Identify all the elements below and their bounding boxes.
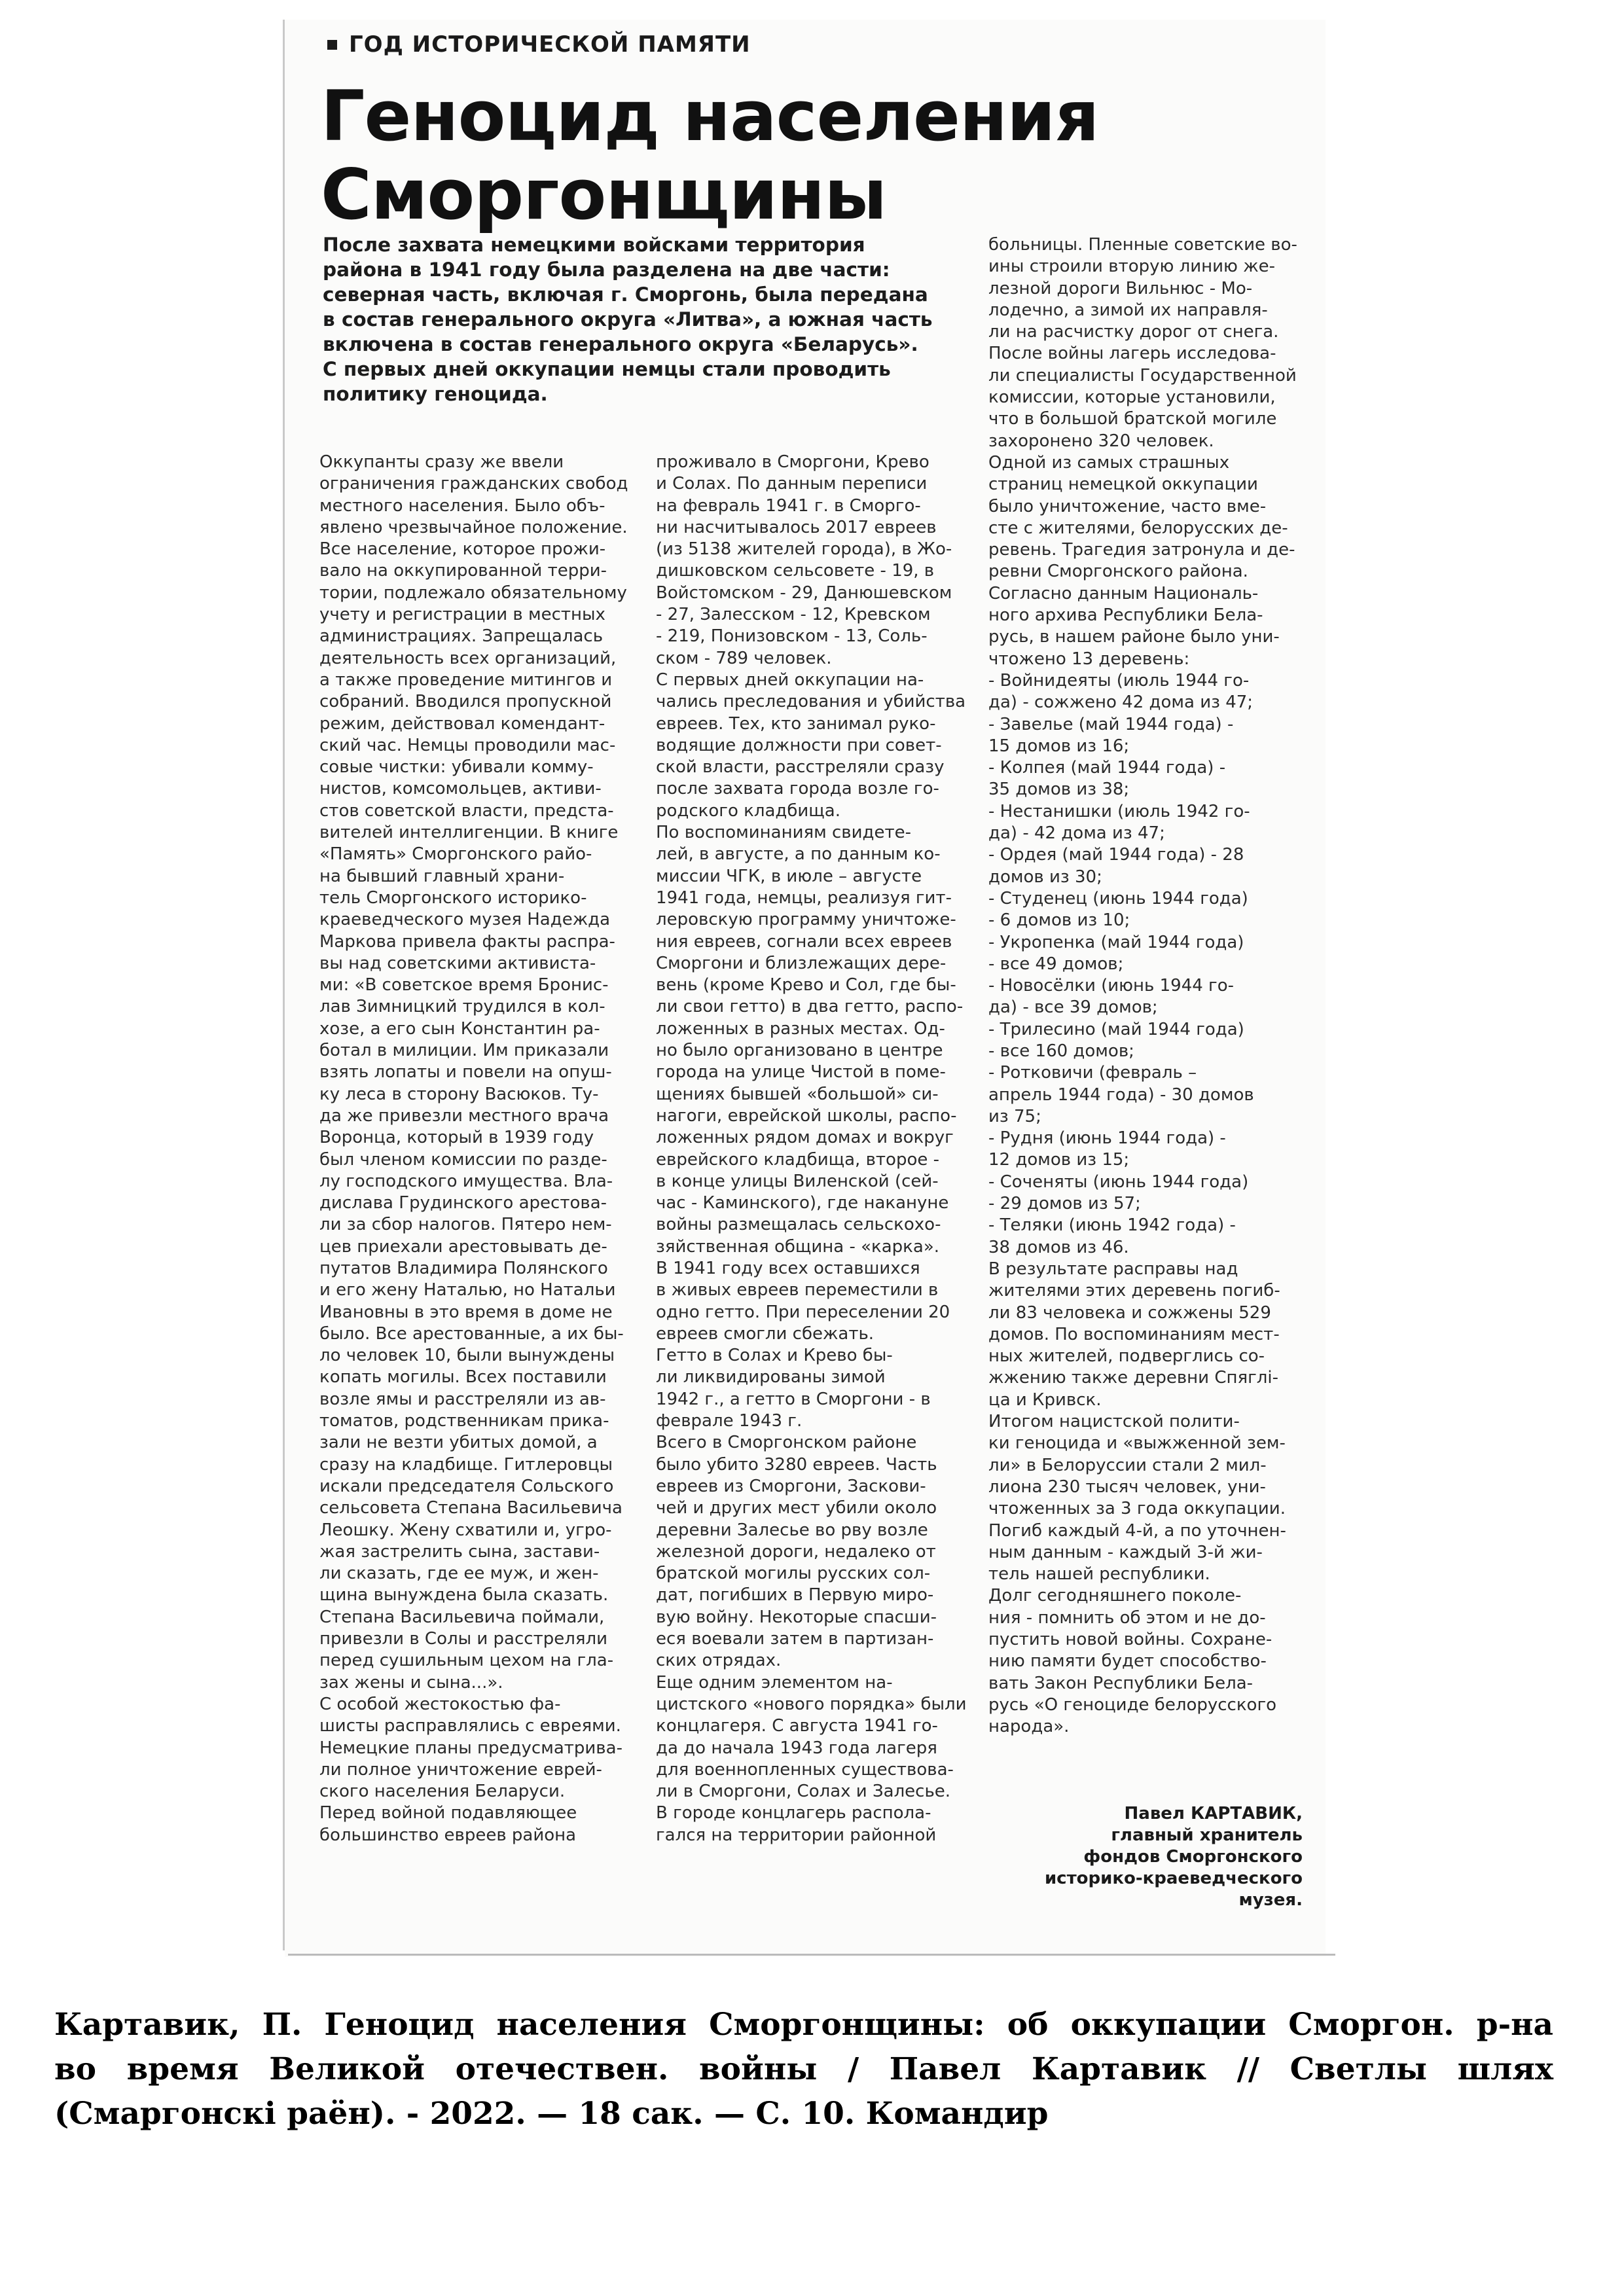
text-line: чтоженных за 3 года оккупации. <box>988 1499 1286 1519</box>
text-line: ложенных в разных местах. Од- <box>656 1018 945 1039</box>
clipping-edge-bottom <box>288 1954 1335 1956</box>
text-line: Все население, которое прожи- <box>319 539 606 560</box>
text-line: деятельность всех организаций, <box>319 648 617 668</box>
text-line: Степана Васильевича поймали, <box>319 1607 605 1627</box>
text-line: евреев смогли сбежать. <box>656 1323 875 1344</box>
text-line: Погиб каждый 4-й, а по уточнен- <box>988 1520 1286 1541</box>
text-line: и Солах. По данным переписи <box>656 474 928 494</box>
text-line: войны размещалась сельскохо- <box>656 1215 941 1235</box>
text-line: сте с жителями, белорусских де- <box>988 518 1288 538</box>
text-line: ботал в милиции. Им приказали <box>319 1041 609 1061</box>
text-line: По воспоминаниям свидете- <box>656 823 912 843</box>
text-line: ло человек 10, были вынуждены <box>319 1346 615 1366</box>
text-line: ных жителей, подверглись со- <box>988 1346 1265 1367</box>
text-line: тель Сморгонского историко- <box>319 888 587 908</box>
text-line: жителями этих деревень погиб- <box>988 1281 1280 1301</box>
text-line: ском - 789 человек. <box>656 648 832 668</box>
text-line: - все 160 домов; <box>988 1041 1134 1061</box>
text-line: было уничтожение, часто вме- <box>988 496 1267 516</box>
text-line: Еще одним элементом на- <box>656 1672 893 1693</box>
text-line: ограничения гражданских свобод <box>319 474 628 494</box>
text-line: ревни Сморгонского района. <box>988 562 1248 582</box>
text-line: дишковском сельсовете - 19, в <box>656 561 935 581</box>
text-line: миссии ЧГК, в июле – августе <box>656 866 922 886</box>
text-line: ли ликвидированы зимой <box>656 1367 886 1388</box>
text-line: ку леса в сторону Васюков. Ту- <box>319 1084 599 1104</box>
text-line: зали не везти убитых домой, а <box>319 1433 598 1453</box>
text-line: нистов, комсомольцев, активи- <box>319 779 602 799</box>
text-line: - Войнидеяты (июль 1944 го- <box>988 670 1250 691</box>
text-line: после захвата города возле го- <box>656 779 939 799</box>
lead-line: северная часть, включая г. Сморгонь, была передана <box>323 283 928 306</box>
text-line: еврейского кладбища, второе - <box>656 1149 939 1170</box>
text-line: да же привезли местного врача <box>319 1105 609 1126</box>
section-label-text: ГОД ИСТОРИЧЕСКОЙ ПАМЯТИ <box>349 31 751 58</box>
text-line: - Рудня (июнь 1944 года) - <box>988 1128 1226 1149</box>
text-line: из 75; <box>988 1106 1041 1126</box>
text-line: - 27, Залесском - 12, Кревском <box>656 605 931 625</box>
text-line: собраний. Вводился пропускной <box>319 692 612 712</box>
text-line: ревень. Трагедия затронула и де- <box>988 540 1295 560</box>
text-line: ния - помнить об этом и не до- <box>988 1607 1266 1628</box>
text-line: ли 83 человека и сожжены 529 <box>988 1302 1271 1323</box>
text-line: сельсовета Степана Васильевича <box>319 1498 623 1518</box>
text-line: чтожено 13 деревень: <box>988 649 1190 669</box>
text-line: домов из 30; <box>988 867 1102 887</box>
text-line: Согласно данным Националь- <box>988 583 1259 603</box>
text-line: - Нестанишки (июль 1942 го- <box>988 801 1250 821</box>
text-line: привезли в Солы и расстреляли <box>319 1629 607 1649</box>
text-line: евреев из Сморгони, Заскови- <box>656 1476 926 1496</box>
text-line: железной дороги, недалеко от <box>656 1541 936 1562</box>
text-line: да) - 42 дома из 47; <box>988 823 1165 844</box>
text-line: Сморгони и близлежащих дере- <box>656 953 947 973</box>
text-line: леровскую программу уничтоже- <box>656 910 956 930</box>
text-line: - Новосёлки (июнь 1944 го- <box>988 976 1235 996</box>
text-line: лей, в августе, а по данным ко- <box>656 844 941 865</box>
text-line: Воронца, который в 1939 году <box>319 1128 594 1148</box>
text-line: ки геноцида и «выжженной зем- <box>988 1433 1286 1454</box>
text-line: - 219, Понизовском - 13, Соль- <box>656 626 928 647</box>
text-line: дислава Грудинского арестова- <box>319 1193 607 1213</box>
text-line: родского кладбища. <box>656 800 840 821</box>
text-line: Гетто в Солах и Крево бы- <box>656 1346 893 1366</box>
text-line: С первых дней оккупации на- <box>656 670 924 690</box>
text-line: Леошку. Жену схватили и, угро- <box>319 1520 612 1540</box>
article-column-1 <box>319 452 637 1846</box>
lead-line: включена в состав генерального округа «Беларусь». <box>323 333 918 355</box>
text-line: жжению также деревни Спяглi- <box>988 1368 1278 1388</box>
text-line: Одной из самых страшных <box>988 452 1230 473</box>
signature-line: Павел КАРТАВИК, <box>1124 1804 1303 1823</box>
text-line: лу господского имущества. Вла- <box>319 1171 613 1191</box>
text-line: 1941 года, немцы, реализуя гит- <box>656 888 952 908</box>
text-line: концлагеря. С августа 1941 го- <box>656 1716 938 1736</box>
text-line: - Ордея (май 1944 года) - 28 <box>988 845 1244 865</box>
text-line: цев приехали арестовывать де- <box>319 1236 607 1257</box>
text-line: томатов, родственникам прика- <box>319 1411 609 1431</box>
lead-line: После захвата немецкими войсками территория <box>323 234 865 256</box>
text-line: большинство евреев района <box>319 1825 577 1845</box>
article-headline <box>321 77 1303 234</box>
text-line: - все 49 домов; <box>988 954 1124 974</box>
text-line: тории, подлежало обязательному <box>319 583 627 603</box>
text-line: - Ротковичи (февраль – <box>988 1063 1197 1083</box>
text-line: нию памяти будет способство- <box>988 1651 1267 1672</box>
text-line: 12 домов из 15; <box>988 1150 1130 1170</box>
text-line: 1942 г., а гетто в Сморгони - в <box>656 1389 931 1409</box>
text-line: чались преследования и убийства <box>656 692 966 712</box>
text-line: комиссии, которые установили, <box>988 387 1276 408</box>
text-line: (из 5138 жителей города), в Жо- <box>656 539 952 560</box>
text-line: краеведческого музея Надежда <box>319 910 611 930</box>
text-line: ской власти, расстреляли сразу <box>656 757 945 778</box>
lead-line: района в 1941 году была разделена на две части: <box>323 259 890 281</box>
text-line: да до начала 1943 года лагеря <box>656 1738 937 1758</box>
text-line: администрациях. Запрещалась <box>319 626 604 647</box>
headline-line: Сморгонщины <box>321 154 887 235</box>
text-line: вы над советскими активиста- <box>319 953 596 973</box>
text-line: ли сказать, где ее муж, и жен- <box>319 1564 599 1584</box>
text-line: вало на оккупированной терри- <box>319 561 607 581</box>
text-line: нагоги, еврейской школы, распо- <box>656 1105 957 1126</box>
text-line: сразу на кладбище. Гитлеровцы <box>319 1454 613 1475</box>
signature-line: фондов Сморгонского <box>1083 1847 1303 1867</box>
text-line: ния евреев, согнали всех евреев <box>656 931 952 952</box>
text-line: - Завелье (май 1944 года) - <box>988 714 1234 734</box>
text-line: - Студенец (июнь 1944 года) <box>988 888 1248 908</box>
text-line: - Колпея (май 1944 года) - <box>988 758 1226 778</box>
text-line: ным данным - каждый 3-й жи- <box>988 1542 1263 1562</box>
text-line: домов. По воспоминаниям мест- <box>988 1324 1280 1344</box>
text-line: цистского «нового порядка» были <box>656 1694 967 1714</box>
text-line: был членом комиссии по разде- <box>319 1149 607 1170</box>
text-line: вень (кроме Крево и Сол, где бы- <box>656 975 956 996</box>
text-line: было. Все арестованные, а их бы- <box>319 1323 624 1344</box>
text-line: час - Каминского), где накануне <box>656 1193 949 1213</box>
lead-line: С первых дней оккупации немцы стали проводить <box>323 358 891 380</box>
text-line: - Трилесино (май 1944 года) <box>988 1019 1244 1039</box>
text-line: режим, действовал комендант- <box>319 713 605 734</box>
text-line: местного населения. Было объ- <box>319 495 605 516</box>
text-line: вать Закон Республики Бела- <box>988 1673 1254 1693</box>
text-line: - Соченяты (июнь 1944 года) <box>988 1172 1249 1192</box>
text-line: копать могилы. Всех поставили <box>319 1367 607 1388</box>
text-line: русь «О геноциде белорусского <box>988 1695 1277 1715</box>
text-line: деревни Залесье во рву возле <box>656 1520 928 1540</box>
text-line: щина вынуждена была сказать. <box>319 1585 609 1605</box>
text-line: в конце улицы Виленской (сей- <box>656 1171 939 1191</box>
text-line: - 29 домов из 57; <box>988 1194 1141 1214</box>
text-line: лиона 230 тысяч человек, уни- <box>988 1477 1266 1497</box>
text-line: Всего в Сморгонском районе <box>656 1433 917 1453</box>
text-line: было убито 3280 евреев. Часть <box>656 1454 937 1475</box>
text-line: совые чистки: убивали комму- <box>319 757 594 778</box>
text-line: 35 домов из 38; <box>988 780 1130 800</box>
text-line: гался на территории районной <box>656 1825 937 1845</box>
text-line: лав Зимницкий трудился в кол- <box>319 997 605 1017</box>
text-line: Долг сегодняшнего поколе- <box>988 1586 1242 1606</box>
text-line: - Теляки (июнь 1942 года) - <box>988 1215 1236 1236</box>
caption-line: (Смаргонскі раён). - 2022. — 18 сак. — С. 10. Командир <box>54 2096 1049 2132</box>
text-line: В городе концлагерь распола- <box>656 1803 931 1823</box>
text-line: на бывший главный храни- <box>319 866 565 886</box>
signature-line: историко-краеведческого <box>1044 1869 1303 1888</box>
text-line: больницы. Пленные советские во- <box>988 235 1297 255</box>
text-line: ми: «В советское время Бронис- <box>319 975 609 996</box>
text-line: ины строили вторую линию же- <box>988 257 1276 277</box>
text-line: апрель 1944 года) - 30 домов <box>988 1085 1254 1105</box>
signature-line: главный хранитель <box>1111 1825 1303 1845</box>
text-line: путатов Владимира Полянского <box>319 1258 608 1278</box>
text-line: ского населения Беларуси. <box>319 1782 566 1802</box>
text-line: хозе, а его сын Константин ра- <box>319 1018 600 1039</box>
text-line: 15 домов из 16; <box>988 736 1130 756</box>
text-line: Оккупанты сразу же ввели <box>319 452 564 472</box>
text-line: возле ямы и расстреляли из ав- <box>319 1389 606 1409</box>
text-line: искали председателя Сольского <box>319 1476 614 1496</box>
section-label <box>327 31 751 58</box>
article-lead <box>323 232 954 406</box>
text-line: шисты расправлялись с евреями. <box>319 1716 621 1736</box>
text-line: еся воевали затем в партизан- <box>656 1629 934 1649</box>
headline-line: Геноцид населения <box>321 76 1099 156</box>
text-line: ли специалисты Государственной <box>988 365 1297 386</box>
text-line: феврале 1943 г. <box>656 1411 803 1431</box>
text-line: в живых евреев переместили в <box>656 1280 939 1300</box>
text-line: 38 домов из 46. <box>988 1237 1129 1257</box>
text-line: ли полное уничтожение еврей- <box>319 1759 602 1780</box>
text-line: лодечно, а зимой их направля- <box>988 300 1268 320</box>
text-line: евреев. Тех, кто занимал руко- <box>656 713 936 734</box>
text-line: стов советской власти, предста- <box>319 800 614 821</box>
text-line: проживало в Сморгони, Крево <box>656 452 929 472</box>
text-line: братской могилы русских сол- <box>656 1564 931 1584</box>
text-line: ного архива Республики Бела- <box>988 605 1263 626</box>
text-line: вую войну. Некоторые спасши- <box>656 1607 937 1627</box>
text-line: щениях бывшей «большой» си- <box>656 1084 939 1104</box>
text-line: ский час. Немцы проводили мас- <box>319 735 616 755</box>
lead-line: в состав генерального округа «Литва», а южная часть <box>323 308 933 331</box>
text-line: зах жены и сына...». <box>319 1672 503 1693</box>
text-line: да) - все 39 домов; <box>988 997 1158 1018</box>
text-line: Итогом нацистской полити- <box>988 1412 1240 1432</box>
text-line: ца и Кривск. <box>988 1390 1102 1410</box>
text-line: После войны лагерь исследова- <box>988 344 1276 364</box>
text-line: Ивановны в это время в доме не <box>319 1302 613 1322</box>
caption-line: Картавик, П. Геноцид населения Сморгонщины: об оккупации Сморгон. р-на <box>54 2007 1553 2043</box>
text-line: а также проведение митингов и <box>319 670 613 690</box>
text-line: дат, погибших в Первую миро- <box>656 1585 934 1605</box>
caption-line: во время Великой отечествен. войны / Павел Картавик // Светлы шлях <box>54 2051 1553 2087</box>
text-line: ли» в Белоруссии стали 2 мил- <box>988 1455 1267 1475</box>
text-line: - Укропенка (май 1944 года) <box>988 932 1244 952</box>
text-line: явлено чрезвычайное положение. <box>319 517 628 537</box>
text-line: на февраль 1941 г. в Сморго- <box>656 495 921 516</box>
text-line: Перед войной подавляющее <box>319 1803 577 1823</box>
text-line: учету и регистрации в местных <box>319 605 605 625</box>
article-column-2 <box>656 452 973 1846</box>
text-line: да) - сожжено 42 дома из 47; <box>988 692 1254 713</box>
clipping-edge-left <box>283 20 285 1950</box>
text-line: зяйственная община - «карка». <box>656 1236 939 1257</box>
text-line: тель нашей республики. <box>988 1564 1210 1585</box>
text-line: Немецкие планы предусматрива- <box>319 1738 623 1758</box>
text-line: ли за сбор налогов. Пятеро нем- <box>319 1215 612 1235</box>
text-line: пустить новой войны. Сохране- <box>988 1630 1272 1649</box>
text-line: страниц немецкой оккупации <box>988 475 1258 495</box>
text-line: В 1941 году всех оставшихся <box>656 1258 920 1278</box>
text-line: лезной дороги Вильнюс - Мо- <box>988 278 1253 298</box>
text-line: перед сушильным цехом на гла- <box>319 1651 614 1671</box>
text-line: города на улице Чистой в поме- <box>656 1062 946 1083</box>
text-line: для военнопленных существова- <box>656 1759 954 1780</box>
bibliographic-caption <box>54 2003 1553 2136</box>
text-line: ли на расчистку дорог от снега. <box>988 322 1279 342</box>
text-line: «Память» Сморгонского райо- <box>319 844 592 865</box>
text-line: ских отрядах. <box>656 1651 782 1671</box>
text-line: Маркова привела факты распра- <box>319 931 615 952</box>
text-line: ложенных рядом домах и вокруг <box>656 1128 954 1148</box>
text-line: чей и других мест убили около <box>656 1498 937 1518</box>
article-column-3 <box>988 234 1306 1738</box>
text-line: захоронено 320 человек. <box>988 431 1214 451</box>
text-line: что в большой братской могиле <box>988 409 1277 429</box>
text-line: ли в Сморгони, Солах и Залесье. <box>656 1782 951 1802</box>
author-signature <box>995 1803 1303 1911</box>
text-line: В результате расправы над <box>988 1259 1238 1279</box>
text-line: но было организовано в центре <box>656 1041 943 1061</box>
text-line: одно гетто. При переселении 20 <box>656 1302 950 1322</box>
text-line: С особой жестокостью фа- <box>319 1694 561 1714</box>
lead-line: политику геноцида. <box>323 383 548 405</box>
text-line: ни насчитывалось 2017 евреев <box>656 517 937 537</box>
text-line: водящие должности при совет- <box>656 735 942 755</box>
text-line: народа». <box>988 1717 1070 1737</box>
text-line: взять лопаты и повели на опуш- <box>319 1062 612 1083</box>
text-line: Войстомском - 29, Данюшевском <box>656 583 952 603</box>
text-line: вителей интеллигенции. В книге <box>319 823 619 843</box>
signature-line: музея. <box>1238 1890 1303 1910</box>
square-bullet-icon <box>327 40 337 50</box>
text-line: жая застрелить сына, застави- <box>319 1541 600 1562</box>
text-line: ли свои гетто) в два гетто, распо- <box>656 997 964 1017</box>
text-line: русь, в нашем районе было уни- <box>988 627 1280 647</box>
text-line: и его жену Наталью, но Натальи <box>319 1280 616 1300</box>
text-line: - 6 домов из 10; <box>988 910 1130 931</box>
